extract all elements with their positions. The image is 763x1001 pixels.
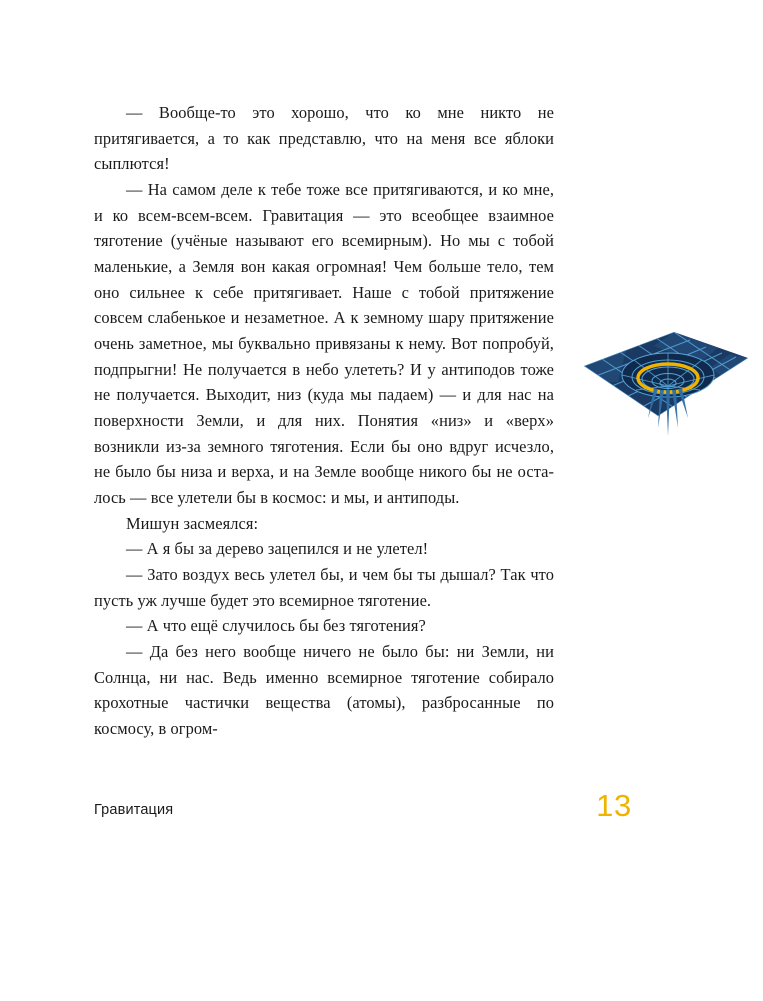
- page-footer: [94, 788, 654, 830]
- paragraph: — А что ещё случилось бы без тяготения?: [126, 616, 426, 636]
- paragraph: Мишун засмеялся:: [126, 513, 259, 533]
- paragraph: — Да без него вообще ничего не было бы: ни Земли, ни Солнца, ни нас. Ведь именно всемирное тяготение собирало крохотные частички вещества (атомы), разбросанные по космосу, в огром-: [94, 642, 554, 739]
- paragraph: — На самом деле к тебе тоже все притягиваются, и ко мне, и ко всем-всем-всем. Гравитация — это всеобщее взаимное тяготение (учёные называют его всемирным). Но мы с тобой маленькие, а Земля вон какая огромная! Чем больше тело, тем оно сильнее к себе притягивает. Наше с тобой притяжение совсем слабенькое и незаметное. А к земному шару притяжение очень заметное, мы буквально привязаны к нему. Вот попробуй, подпрыгни! Не получается в небо улететь? И у антиподов тоже не получается. Выходит, низ (куда мы падаем) — и для нас на поверхности Земли, и для них. Понятия «низ» и «верх» возникли из-за земного тяготения. Если бы оно вдруг исчезло, не было бы низа и верха, и на Земле вообще никого бы не осталось — все улетели бы в космос: и мы, и антиподы.: [94, 180, 554, 508]
- footer-chapter-title: Гравитация: [94, 802, 174, 818]
- paragraph: — А я бы за дерево зацепился и не улетел!: [126, 539, 429, 559]
- paragraph: — Зато воздух весь улетел бы, и чем бы ты дышал? Так что пусть уж лучше будет это всемирное тяготение.: [94, 565, 554, 610]
- gravity-well-grid-illustration: [578, 320, 754, 480]
- page-number: 13: [596, 788, 632, 823]
- body-text-column: [94, 100, 554, 742]
- paragraph: — Вообще-то это хорошо, что ко мне никто не притягивается, а то как представлю, что на меня все яблоки сыплются!: [94, 103, 554, 174]
